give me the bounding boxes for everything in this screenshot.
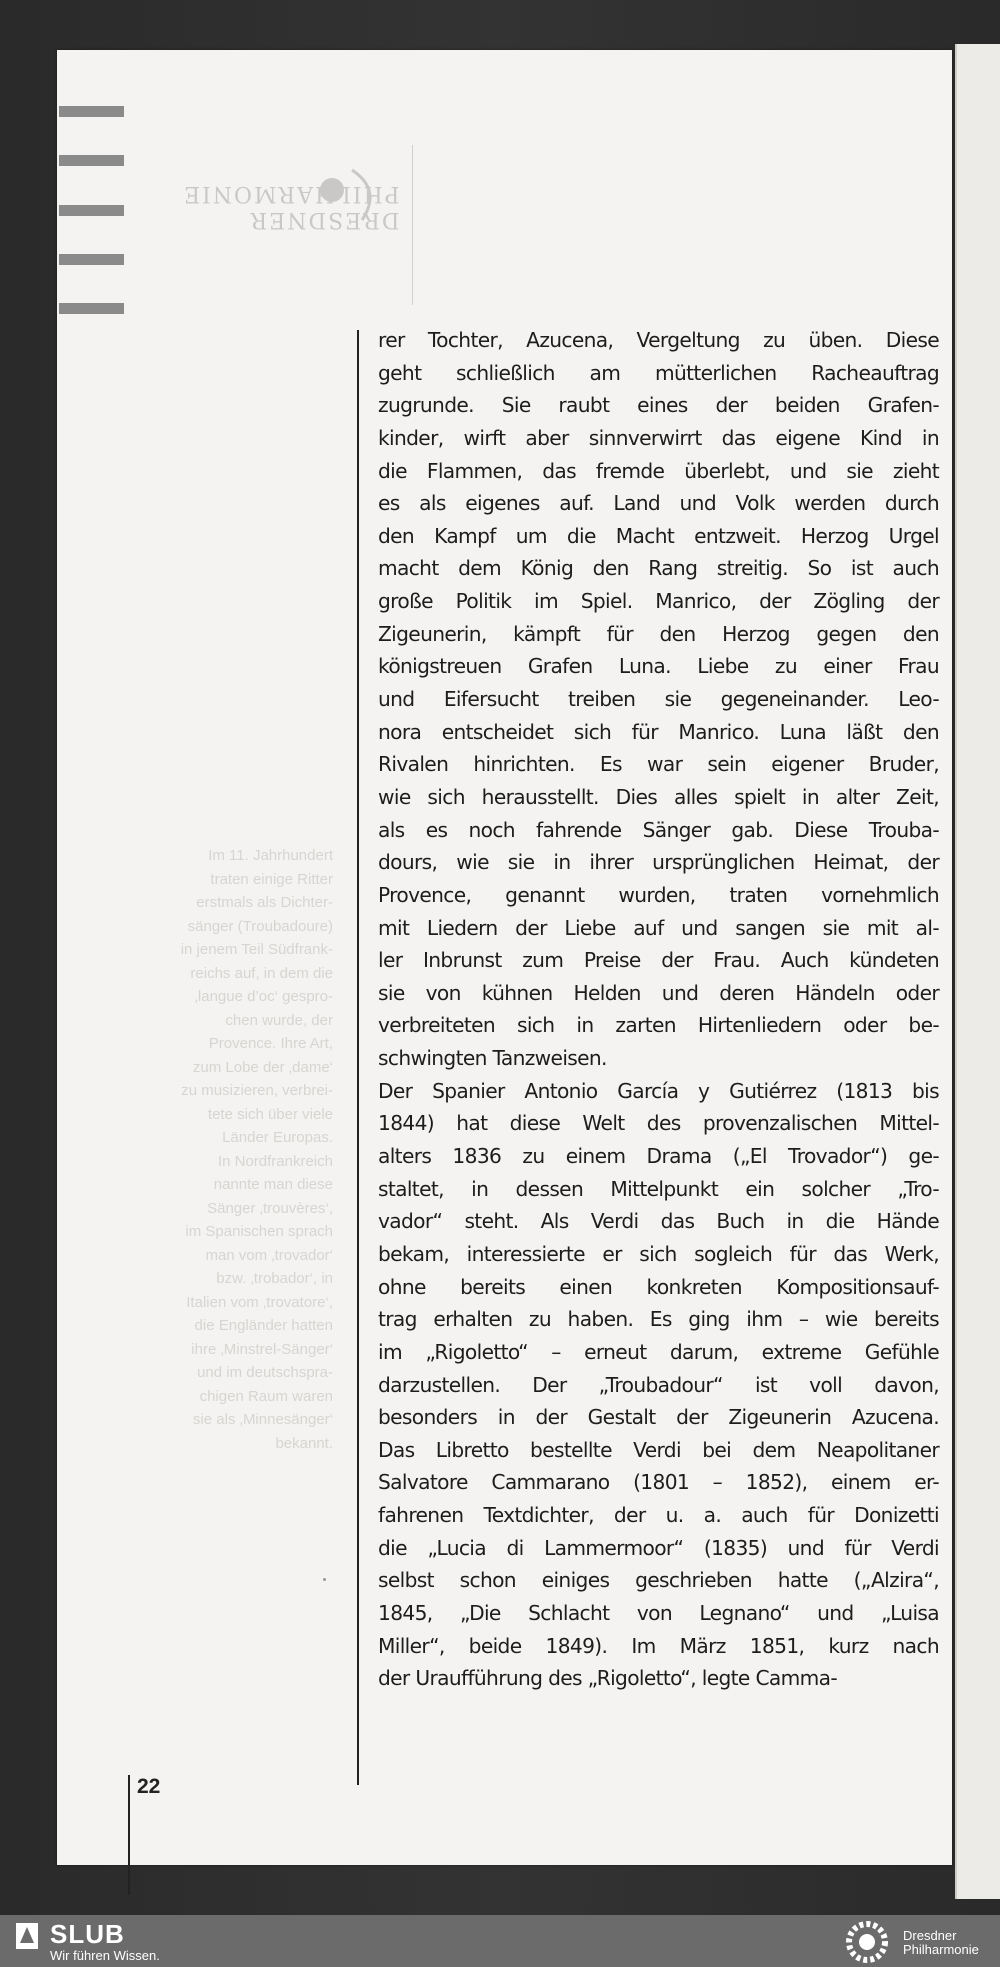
marginal-line: Italien vom ‚trovatore‘, <box>186 1293 333 1311</box>
register-tab-mark <box>59 254 124 265</box>
text-line: und Eifersucht treiben sie gegeneinander. Leo- <box>378 687 939 712</box>
logo-mark-icon <box>312 160 392 230</box>
text-line: vador“ steht. Als Verdi das Buch in die Hände <box>378 1209 939 1234</box>
text-line: besonders in der Gestalt der Zigeunerin Azucena. <box>378 1405 939 1430</box>
register-tab-mark <box>59 205 124 216</box>
column-rule <box>357 330 359 1785</box>
digitization-footer-bar <box>0 1915 1000 1967</box>
text-line: im „Rigoletto“ – erneut darum, extreme Gefühle <box>378 1339 939 1364</box>
marginal-line: ihre ‚Minstrel-Sänger‘ <box>191 1340 333 1358</box>
register-tab-mark <box>59 303 124 314</box>
text-line: fahrenen Textdichter, der u. a. auch für Donizetti <box>378 1503 939 1528</box>
text-line: rer Tochter, Azucena, Vergeltung zu üben. Diese <box>378 328 939 352</box>
marginal-line: tete sich über viele <box>207 1105 333 1123</box>
text-line: Rivalen hinrichten. Es war sein eigener Bruder, <box>378 752 939 777</box>
marginal-line: chigen Raum waren <box>199 1387 333 1405</box>
marginal-note <box>157 844 333 1455</box>
library-name: SLUB <box>50 1919 125 1949</box>
text-line: 1845, „Die Schlacht von Legnano“ und „Luisa <box>378 1600 939 1625</box>
marginal-line: zum Lobe der ‚dame‘ <box>192 1058 333 1076</box>
marginal-line: sie als ‚Minnesänger‘ <box>192 1411 333 1428</box>
text-line: Provence, genannt wurden, traten vornehmlich <box>378 882 939 907</box>
text-line: ler Inbrunst zum Preise der Frau. Auch kündeten <box>378 948 939 973</box>
marginal-line: bekannt. <box>275 1434 333 1452</box>
text-line: bekam, interessierte er sich sogleich für das Werk, <box>378 1241 939 1266</box>
text-line: den Kampf um die Macht entzweit. Herzog Urgel <box>378 523 939 548</box>
show-through-logo <box>122 120 452 320</box>
marginal-line: im Spanischen sprach <box>185 1223 333 1240</box>
text-line: Das Libretto bestellte Verdi bei dem Neapolitaner <box>378 1437 939 1462</box>
text-line: darzustellen. Der „Troubadour“ ist voll davon, <box>378 1372 939 1397</box>
main-text-column <box>378 324 939 1695</box>
text-line: schwingten Tanzweisen. <box>378 1046 607 1071</box>
text-line: alters 1836 zu einem Drama („El Trovador“) ge- <box>378 1144 939 1169</box>
text-line: es als eigenes auf. Land und Volk werden durch <box>378 491 939 516</box>
logo-rule <box>412 145 413 305</box>
text-line: die Flammen, das fremde überlebt, und sie zieht <box>378 458 939 483</box>
marginal-line: Im 11. Jahrhundert <box>208 847 333 864</box>
marginal-line: in jenem Teil Südfrank- <box>180 941 333 958</box>
text-line: Der Spanier Antonio García y Gutiérrez (1813 bis <box>378 1078 939 1103</box>
text-line: königstreuen Grafen Luna. Liebe zu einer Frau <box>378 654 939 679</box>
footer-rule <box>128 1775 130 1895</box>
text-line: trag erhalten zu haben. Es ging ihm – wie bereits <box>378 1307 939 1332</box>
text-line: geht schließlich am mütterlichen Racheauftrag <box>378 360 939 385</box>
marginal-line: man vom ‚trovador‘ <box>205 1246 333 1264</box>
marginal-line: nannte man diese <box>213 1176 333 1193</box>
marginal-line: ‚langue d’oc‘ gespro- <box>194 988 333 1005</box>
marginal-line: zu musizieren, verbrei- <box>181 1082 333 1099</box>
marginal-line: sänger (Troubadoure) <box>187 917 333 935</box>
text-line: staltet, in dessen Mittelpunkt ein solcher „Tro- <box>378 1176 939 1201</box>
text-line: kinder, wirft aber sinnverwirrt das eigene Kind in <box>378 425 939 450</box>
register-tab-mark <box>59 155 124 166</box>
text-line: mit Liedern der Liebe auf und sangen sie mit al- <box>378 915 939 940</box>
partner-name: Dresdner Philharmonie <box>903 1928 979 1957</box>
book-page <box>57 50 952 1865</box>
text-line: Zigeunerin, kämpft für den Herzog gegen den <box>378 621 939 646</box>
text-line: nora entscheidet sich für Manrico. Luna läßt den <box>378 719 939 744</box>
marginal-line: bzw. ‚trobador‘, in <box>216 1270 333 1287</box>
text-line: dours, wie sie in ihrer ursprünglichen Heimat, der <box>378 850 939 875</box>
text-line: ohne bereits einen konkreten Kompositionsauf- <box>378 1274 939 1299</box>
library-tagline: Wir führen Wissen. <box>50 1948 160 1963</box>
philharmonie-logo-icon <box>840 1920 894 1964</box>
text-line: wie sich herausstellt. Dies alles spielt in alter Zeit, <box>378 784 939 809</box>
text-line: große Politik im Spiel. Manrico, der Zögling der <box>378 589 939 614</box>
logo-line: PHILHARMONIE <box>182 181 400 206</box>
register-tab-mark <box>59 106 124 117</box>
marginal-line: traten einige Ritter <box>210 870 333 888</box>
marginal-line: reichs auf, in dem die <box>190 964 333 982</box>
page-number: 22 <box>137 1775 161 1798</box>
marginal-line: die Engländer hatten <box>194 1317 333 1334</box>
text-line: Salvatore Cammarano (1801 – 1852), einem er- <box>378 1470 939 1495</box>
marginal-line: erstmals als Dichter- <box>196 894 333 911</box>
text-line: der Uraufführung des „Rigoletto“, legte Camma- <box>378 1666 838 1691</box>
marginal-line: Sänger ‚trouvères‘, <box>207 1199 333 1217</box>
slub-logo-icon <box>16 1923 38 1949</box>
logo-line: DRESDNER <box>248 207 400 232</box>
marginal-line: und im deutschspra- <box>197 1364 333 1381</box>
text-line: die „Lucia di Lammermoor“ (1835) und für Verdi <box>378 1535 939 1560</box>
marginal-line: chen wurde, der <box>225 1011 333 1029</box>
text-line: selbst schon einiges geschrieben hatte („Alzira“, <box>378 1568 939 1593</box>
speck <box>323 1578 326 1581</box>
marginal-line: Provence. Ihre Art, <box>208 1035 333 1052</box>
facing-page-edge <box>955 44 1000 1899</box>
marginal-line: In Nordfrankreich <box>217 1152 333 1170</box>
text-line: zugrunde. Sie raubt eines der beiden Grafen- <box>378 393 939 418</box>
text-line: als es noch fahrende Sänger gab. Diese Trouba- <box>378 817 939 842</box>
text-line: verbreiteten sich in zarten Hirtenliedern oder be- <box>378 1013 939 1038</box>
text-line: 1844) hat diese Welt des provenzalischen Mittel- <box>378 1111 939 1136</box>
marginal-line: Länder Europas. <box>222 1129 333 1146</box>
text-line: Miller“, beide 1849). Im März 1851, kurz nach <box>378 1633 939 1658</box>
text-line: macht dem König den Rang streitig. So ist auch <box>378 556 939 581</box>
text-line: sie von kühnen Helden und deren Händeln oder <box>378 980 939 1005</box>
